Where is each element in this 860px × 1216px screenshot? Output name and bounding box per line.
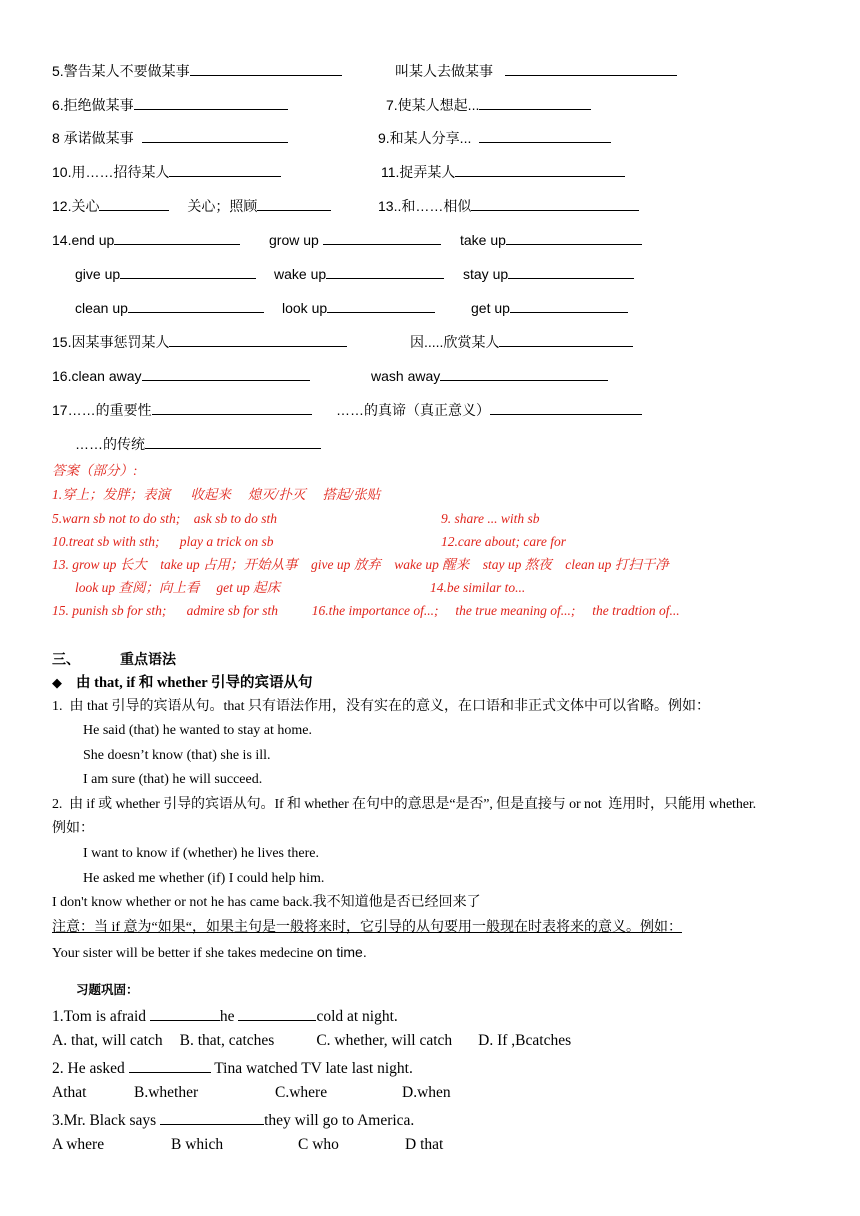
answer-blank[interactable] [505,61,677,76]
question-1-options [52,1031,571,1051]
vocab-item: 11.捉弄某人 [381,164,456,180]
vocab-row-14d [75,264,256,283]
answer-blank[interactable] [326,264,444,279]
answer-blank[interactable] [510,298,628,313]
vocab-row-5 [52,61,342,80]
answer-blank[interactable] [129,1057,211,1073]
vocab-item: 因.....欣赏某人 [410,334,500,350]
vocab-item: look up [282,300,328,316]
vocab-item: 10.用……招待某人 [52,164,170,180]
answer-blank[interactable] [479,95,591,110]
option-b[interactable]: B. that, catches [179,1032,275,1049]
vocab-item: 8 承诺做某事 [52,130,134,146]
option-c[interactable]: C. whether, will catch [316,1032,453,1049]
question-3 [52,1109,414,1131]
answer-blank[interactable] [499,332,633,347]
vocab-row-11 [381,162,625,181]
answers-title: 答案（部分）: [52,463,138,478]
example-sentence: I want to know if (whether) he lives there. [83,846,319,861]
vocab-item: 5.警告某人不要做某事 [52,63,190,79]
answer-blank[interactable] [99,196,169,211]
vocab-row-15b [410,332,633,351]
answer-blank[interactable] [150,1005,220,1021]
grammar-paragraph: 2. 由 if 或 whether 引导的宾语从句。If 和 whether 在句中的意思是“是否”, 但是直接与 or not 连用时，只能用 whether. [52,797,757,812]
vocab-item: clean up [75,300,128,316]
answer-line: 10.treat sb with sth; play a trick on sb [52,534,274,549]
question-text: Tina watched TV late last night. [210,1060,413,1077]
example-sentence: I don't know whether or not he has came back.我不知道他是否已经回来了 [52,895,481,910]
option-d[interactable]: D. If ,Bcatches [478,1032,572,1049]
answer-blank[interactable] [327,298,435,313]
option-c[interactable]: C.where [275,1084,328,1101]
option-b[interactable]: B.whether [134,1084,199,1101]
vocab-item: stay up [463,266,509,282]
diamond-bullet-icon: ◆ [52,676,62,691]
vocab-item: 12.关心 [52,198,100,214]
example-sentence: I am sure (that) he will succeed. [83,772,263,787]
vocab-item: ……的真谛（真正意义） [336,402,490,418]
option-c[interactable]: C who [298,1136,339,1153]
answer-blank[interactable] [508,264,634,279]
vocab-row-14 [52,230,240,249]
vocab-row-17b [336,400,642,419]
answer-blank[interactable] [455,162,625,177]
vocab-item: 叫某人去做某事 [395,63,493,79]
section-title: 重点语法 [120,651,176,667]
section-number: 三、 [52,651,80,667]
vocab-item: wash away [371,368,441,384]
question-text: they will go to America. [264,1112,415,1129]
grammar-subtitle [52,673,313,693]
question-text: he [219,1008,239,1025]
answer-line: look up 查阅；向上看 get up 起床 [75,580,281,595]
answer-blank[interactable] [128,298,264,313]
question-1 [52,1005,398,1027]
answer-blank[interactable] [169,162,281,177]
answer-line: 14.be similar to... [430,580,526,595]
vocab-row-16 [52,366,310,385]
vocab-item: get up [471,300,510,316]
subtitle-text: 由 that, if 和 whether 引导的宾语从句 [76,675,313,691]
vocab-row-9 [378,128,611,147]
vocab-item: 7.使某人想起... [386,97,480,113]
answer-blank[interactable] [257,196,331,211]
answer-blank[interactable] [120,264,256,279]
answer-blank[interactable] [506,230,642,245]
answer-line: 9. share ... with sb [441,511,540,526]
vocab-row-17c [75,434,321,453]
vocab-item: 16.clean away [52,368,142,384]
answer-blank[interactable] [490,400,642,415]
answer-line: 15. punish sb for sth; admire sb for sth 16.the importance of...; the true meaning of...; the tradtion of... [52,603,680,618]
vocab-row-16b [371,366,608,385]
vocab-item: wake up [274,266,327,282]
vocab-item: 6.拒绝做某事 [52,97,134,113]
vocab-item: grow up [269,232,319,248]
answer-line: 13. grow up 长大 take up 占用；开始从事 give up 放弃 wake up 醒来 stay up 熬夜 clean up 打扫干净 [52,557,669,572]
answer-blank[interactable] [152,400,312,415]
note-sentence: Your sister will be better if she takes medecine [52,946,317,961]
vocab-row-14f [463,264,634,283]
question-text: 1.Tom is afraid [52,1008,150,1025]
example-sentence: He said (that) he wanted to stay at home. [83,723,312,738]
vocab-item: give up [75,266,121,282]
vocab-item: 14.end up [52,232,115,248]
vocab-row-14g [75,298,264,317]
vocab-item: 17……的重要性 [52,402,152,418]
grammar-paragraph: 1. 由 that 引导的宾语从句。that 只有语法作用，没有实在的意义，在口语和非正式文体中可以省略。例如： [52,699,710,714]
option-d[interactable]: D.when [402,1084,451,1101]
question-2 [52,1057,413,1079]
question-3-options [52,1135,443,1155]
vocab-item: 9.和某人分享... [378,130,472,146]
vocab-row-15 [52,332,347,351]
vocab-row-7 [386,95,591,114]
grammar-note-example [52,943,367,963]
answer-blank[interactable] [440,366,608,381]
answer-blank[interactable] [145,434,321,449]
question-text: cold at night. [316,1008,398,1025]
question-text: 3.Mr. Black says [52,1112,161,1129]
answer-blank[interactable] [169,332,347,347]
vocab-row-14h [282,298,435,317]
vocab-item: ……的传统 [75,436,145,452]
answer-blank[interactable] [160,1109,264,1125]
answer-blank[interactable] [323,230,441,245]
option-a[interactable]: A. that, will catch [52,1032,163,1049]
vocab-item: 15.因某事惩罚某人 [52,334,170,350]
option-d[interactable]: D that [405,1136,444,1153]
example-sentence: She doesn’t know (that) she is ill. [83,748,271,763]
vocab-row-10 [52,162,281,181]
grammar-paragraph: 例如： [52,821,94,836]
vocab-item: 关心；照顾 [187,198,258,214]
vocab-row-13 [378,196,639,215]
answer-line: 1.穿上；发胖；表演 收起来 熄灭/扑灭 搭起/张贴 [52,487,381,502]
option-a[interactable]: Athat [52,1084,87,1101]
option-b[interactable]: B which [171,1136,224,1153]
vocab-row-14c [460,230,642,249]
answer-line: 5.warn sb not to do sth; ask sb to do sth [52,511,278,526]
question-text: 2. He asked [52,1060,129,1077]
answer-blank[interactable] [479,128,611,143]
vocab-row-8 [52,128,288,147]
answer-blank[interactable] [142,128,288,143]
vocab-row-6 [52,95,288,114]
answer-blank[interactable] [142,366,310,381]
vocab-item: 13..和……相似 [378,198,472,214]
vocab-item: take up [460,232,506,248]
vocab-row-17 [52,400,312,419]
note-sentence-end: on time. [316,944,367,960]
vocab-row-14b [269,230,441,249]
answer-line: 12.care about; care for [441,534,566,549]
answer-blank[interactable] [238,1005,316,1021]
vocab-row-12 [52,196,331,215]
vocab-row-14e [274,264,444,283]
answer-blank[interactable] [134,95,288,110]
section-heading [52,650,176,668]
vocab-row-5b [395,61,677,80]
vocab-row-14i [471,298,628,317]
answer-blank[interactable] [471,196,639,211]
example-sentence: He asked me whether (if) I could help him. [83,871,325,886]
answer-blank[interactable] [114,230,240,245]
option-a[interactable]: A where [52,1136,105,1153]
question-2-options [52,1083,451,1103]
exercises-title: 习题巩固： [76,983,139,997]
answer-blank[interactable] [190,61,342,76]
grammar-note: 注意：当 if 意为“如果“，如果主句是一般将来时，它引导的从句要用一般现在时表将来的意义。例如： [52,920,682,935]
